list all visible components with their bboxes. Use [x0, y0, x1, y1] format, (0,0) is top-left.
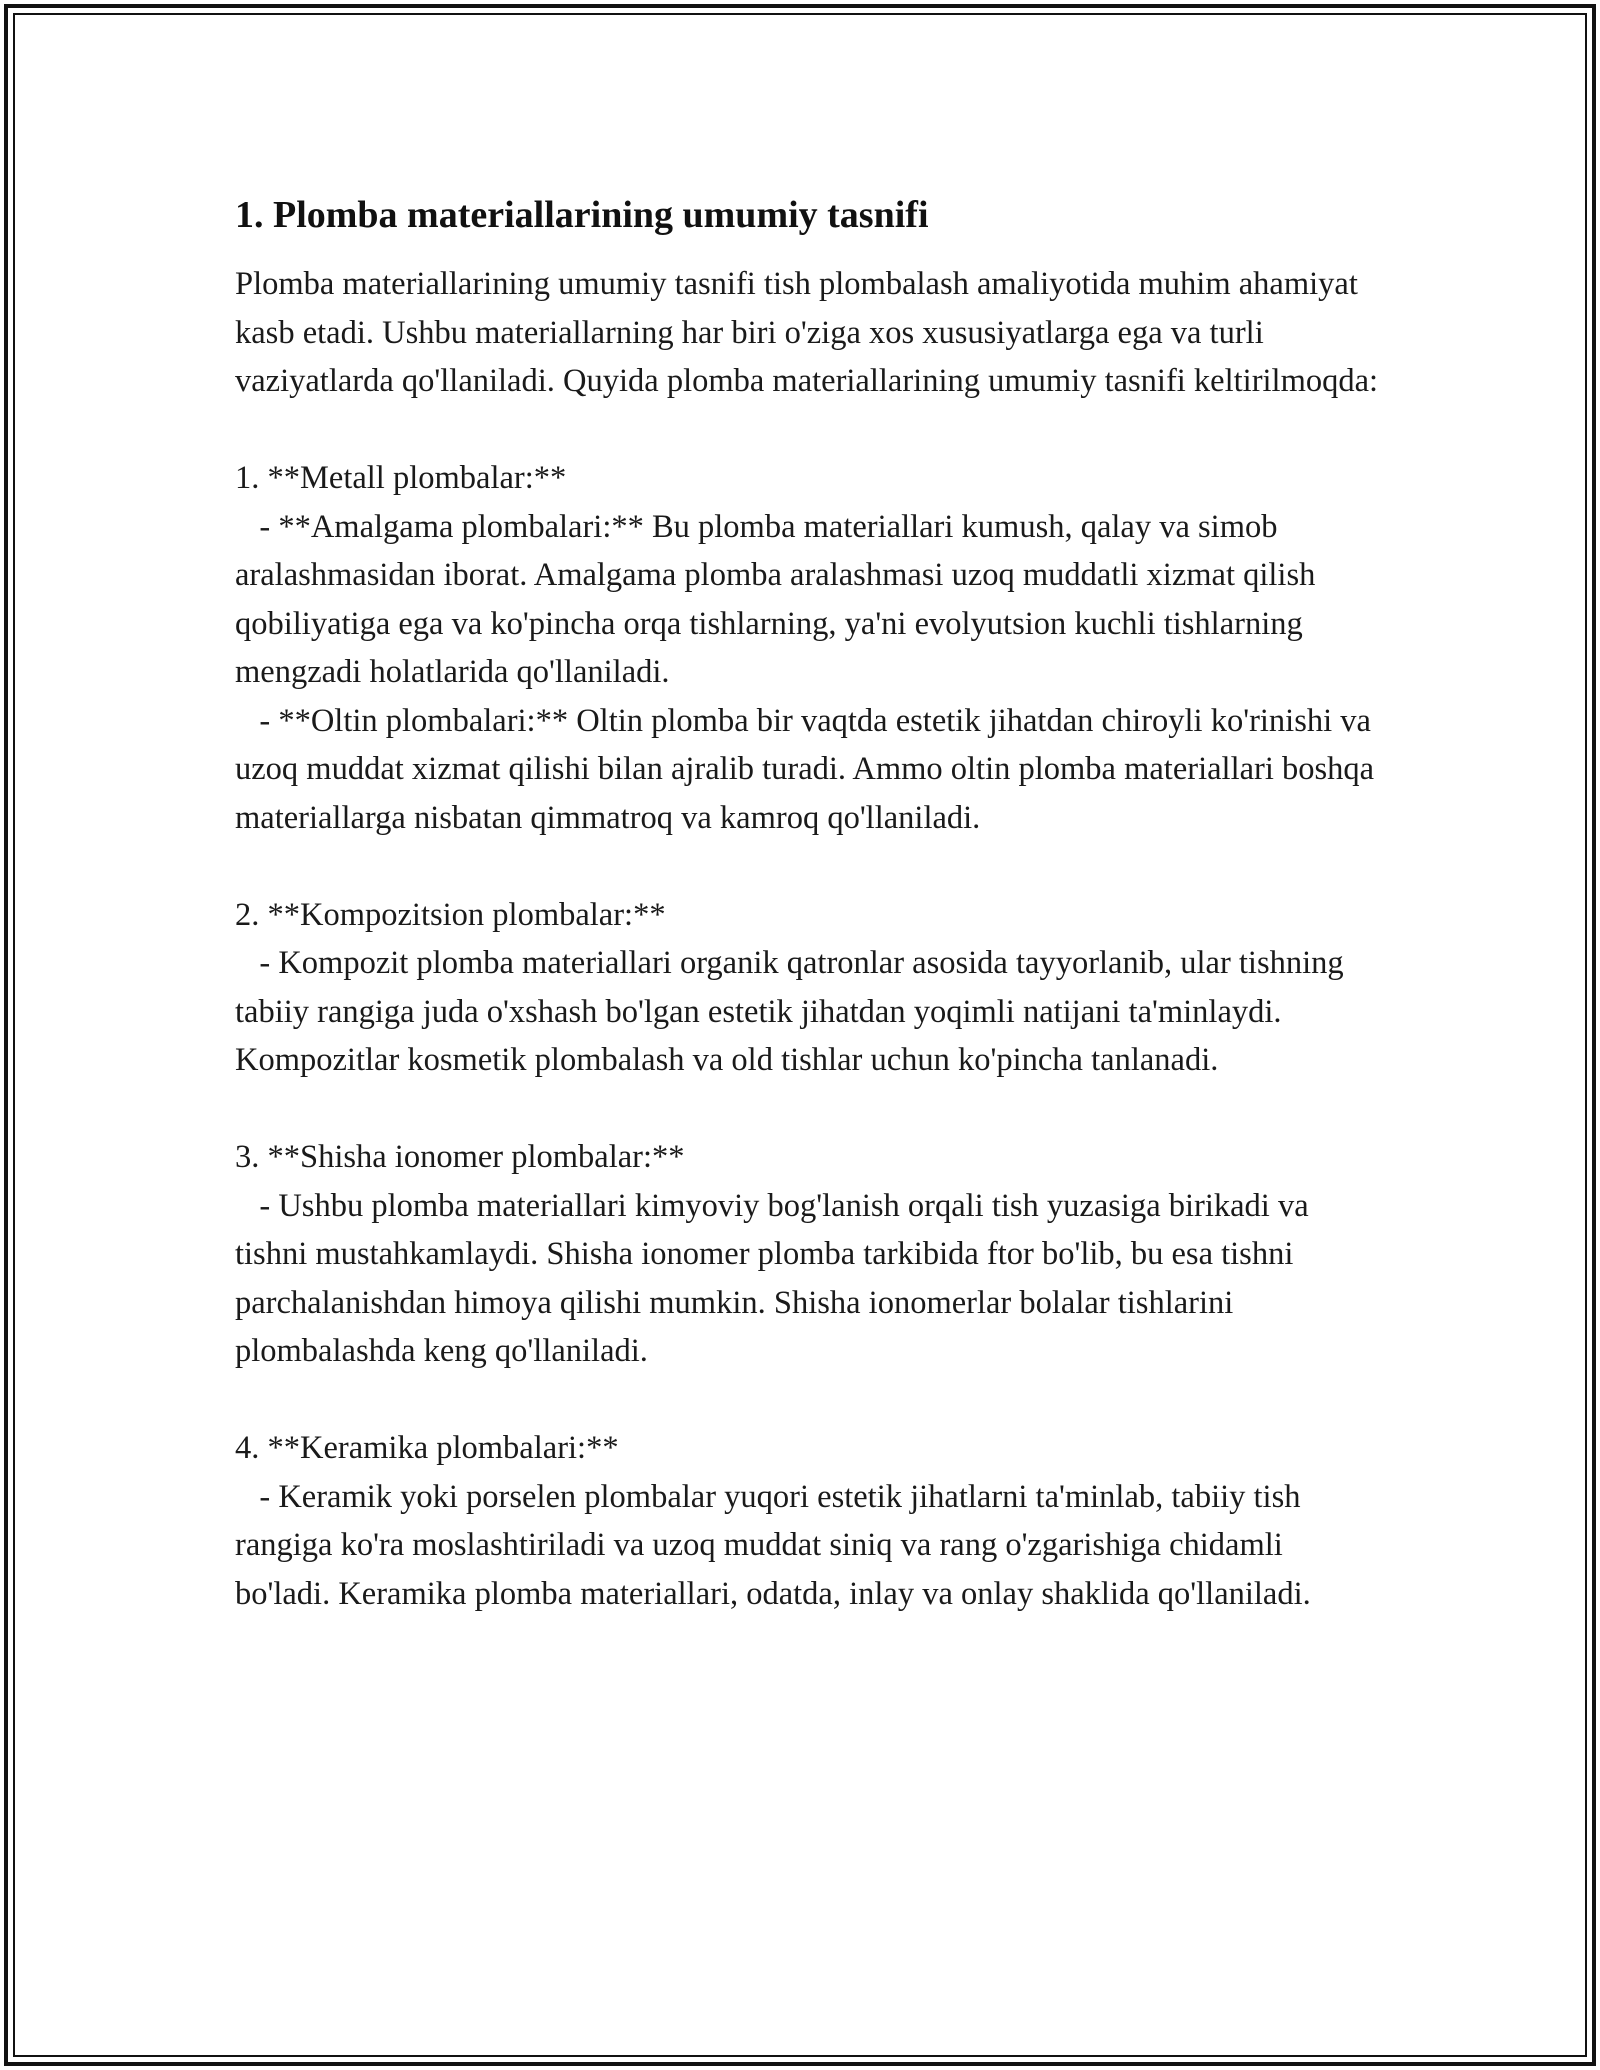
document-content	[235, 190, 1385, 1618]
section-heading: 1. Plomba materiallarining umumiy tasnifi	[235, 194, 929, 236]
section-body-text: Plomba materiallarining umumiy tasnifi tish plombalash amaliyotida muhim ahamiyat kasb etadi. Ushbu materiallarning har biri o'ziga xos xususiyatlarga ega va turli vaziyatlarda qo'llaniladi. Quyida plomba materiallarining umumiy tasnifi keltirilmoqda: 1. **Metall plombalar:** - **Amalgama plombalari:** Bu plomba materiallari kumush, qalay va simob aralashmasidan iborat. Amalgama plomba aralashmasi uzoq muddatli xizmat qilish qobiliyatiga ega va ko'pincha orqa tishlarning, ya'ni evolyutsion kuchli tishlarning mengzadi holatlarida qo'llaniladi. - **Oltin plombalari:** Oltin plomba bir vaqtda estetik jihatdan chiroyli ko'rinishi va uzoq muddat xizmat qilishi bilan ajralib turadi. Ammo oltin plomba materiallari boshqa materiallarga nisbatan qimmatroq va kamroq qo'llaniladi. 2. **Kompozitsion plombalar:** - Kompozit plomba materiallari organik qatronlar asosida tayyorlanib, ular tishning tabiiy rangiga juda o'xshash bo'lgan estetik jihatdan yoqimli natijani ta'minlaydi. Kompozitlar kosmetik plombalash va old tishlar uchun ko'pincha tanlanadi. 3. **Shisha ionomer plombalar:** - Ushbu plomba materiallari kimyoviy bog'lanish orqali tish yuzasiga birikadi va tishni mustahkamlaydi. Shisha ionomer plomba tarkibida ftor bo'lib, bu esa tishni parchalanishdan himoya qilishi mumkin. Shisha ionomerlar bolalar tishlarini plombalashda keng qo'llaniladi. 4. **Keramika plombalari:** - Keramik yoki porselen plombalar yuqori estetik jihatlarni ta'minlab, tabiiy tish rangiga ko'ra moslashtiriladi va uzoq muddat siniq va rang o'zgarishiga chidamli bo'ladi. Keramika plomba materiallari, odatda, inlay va onlay shaklida qo'llaniladi.	[235, 266, 1379, 1612]
